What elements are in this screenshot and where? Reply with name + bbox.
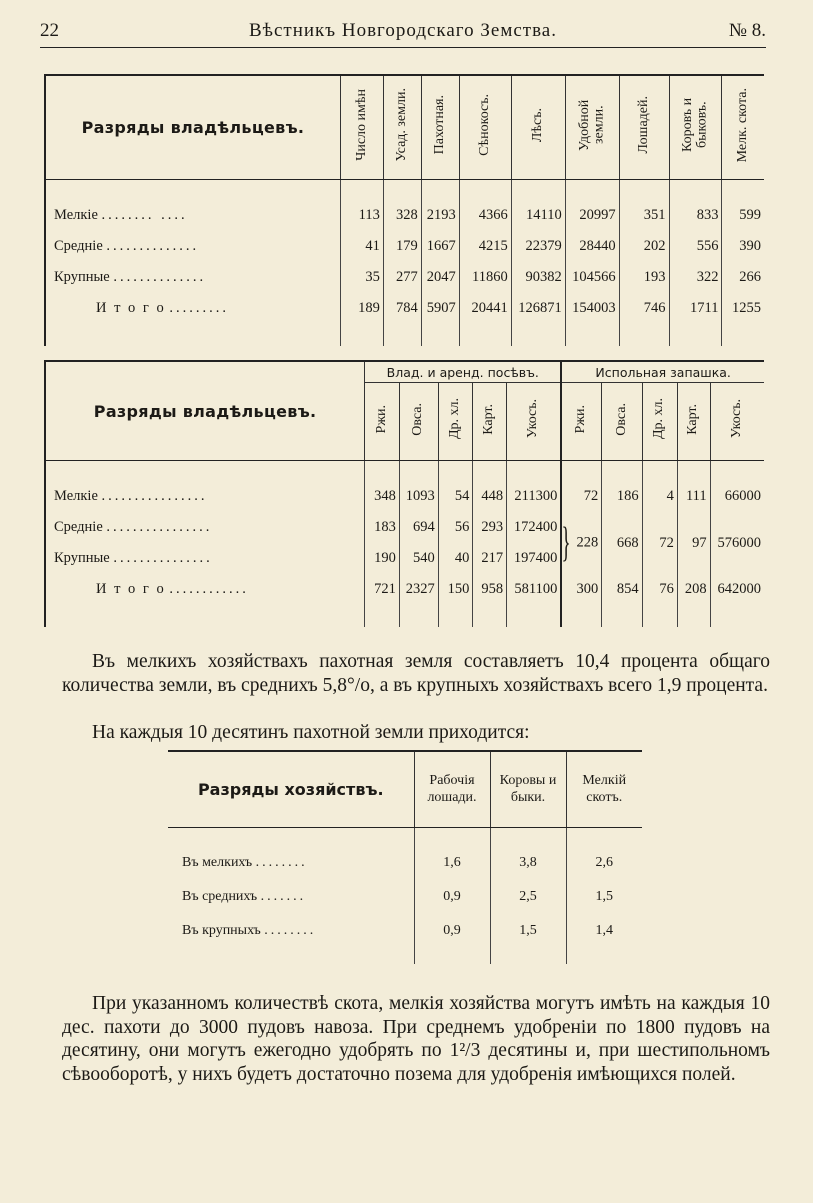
table-row: Въ мелкихъ ........ 1,6 3,8 2,6: [168, 846, 642, 880]
table1-col-2: Пахотная.: [421, 75, 459, 179]
paragraph-1: Въ мелкихъ хозяйствахъ пахотная земля составляетъ 10,4 процента общаго количества земли, въ среднихъ 5,8°/о, а въ крупныхъ хозяйствахъ всего 1,9 процента.: [62, 651, 770, 696]
table2-col-8: Карт.: [677, 383, 710, 461]
table2-group-own: Влад. и аренд. посѣвъ.: [365, 361, 562, 383]
journal-title: Вѣстникъ Новгородскаго Земства.: [249, 20, 557, 41]
table-row: Средніе ................ 183 694 56 293 172400 } 228 668 72 97 576000: [45, 512, 764, 543]
table1-col-5: Удобной земли.: [565, 75, 619, 179]
table1-col-7: Коровъ и быковъ.: [669, 75, 722, 179]
table2-col-1: Овса.: [399, 383, 438, 461]
table-row: Мелкіе ........ .... 113 328 2193 4366 14110 20997 351 833 599: [45, 200, 764, 231]
table1-col-4: Лѣсъ.: [511, 75, 565, 179]
table2-label: Разряды владѣльцевъ.: [45, 361, 365, 461]
table3-label: Разряды хозяйствъ.: [168, 751, 414, 827]
table3-col-2: Мелкій скотъ.: [566, 751, 642, 827]
table-row: Въ среднихъ ....... 0,9 2,5 1,5: [168, 880, 642, 914]
table2-group-share: Испольная запашка.: [561, 361, 764, 383]
table2-col-7: Др. хл.: [642, 383, 677, 461]
table1-col-3: Сѣнокосъ.: [459, 75, 511, 179]
table1-label: Разряды владѣльцевъ.: [45, 75, 340, 179]
table2-col-4: Укосъ.: [507, 383, 562, 461]
table1-col-1: Усад. земли.: [383, 75, 421, 179]
table2-col-9: Укосъ.: [710, 383, 764, 461]
table2-col-2: Др. хл.: [438, 383, 473, 461]
table-row: Средніе .............. 41 179 1667 4215 22379 28440 202 556 390: [45, 231, 764, 262]
table-row-total: И т о г о ............ 721 2327 150 958 581100 300 854 76 208 642000: [45, 574, 764, 605]
livestock-per-10-table: [168, 750, 642, 964]
table2-col-6: Овса.: [602, 383, 642, 461]
table-row: Крупные .............. 35 277 2047 11860 90382 104566 193 322 266: [45, 262, 764, 293]
paragraph-3: При указанномъ количествѣ скота, мелкія хозяйства могутъ имѣть на каждыя 10 дес. пахоти до 3000 пудовъ навоза. При среднемъ удобреніи по 1800 пудовъ на десятину, они могутъ ежегодно удобрять по 1²/3 десятины и, при шестипольномъ сѣвооборотѣ, у нихъ будетъ достаточно позема для удобренія имѣющихся полей.: [62, 993, 770, 1085]
paragraph-2: На каждыя 10 десятинъ пахотной земли приходится:: [92, 722, 530, 743]
table-row-total: И т о г о ......... 189 784 5907 20441 126871 154003 746 1711 1255: [45, 293, 764, 324]
table-row: Въ крупныхъ ........ 0,9 1,5 1,4: [168, 914, 642, 948]
table1-col-8: Мелк. скота.: [722, 75, 764, 179]
landholding-table: [44, 74, 764, 346]
table-row: Крупные ............... 190 540 40 217 197400: [45, 543, 764, 574]
table2-col-5: Ржи.: [561, 383, 601, 461]
table3-col-1: Коровы и быки.: [490, 751, 566, 827]
merged-cell: } 228: [561, 512, 601, 574]
sowing-table: [44, 360, 764, 627]
table2-col-0: Ржи.: [365, 383, 400, 461]
page-number: 22: [40, 20, 59, 41]
page-header: [40, 20, 766, 46]
table1-col-6: Лошадей.: [619, 75, 669, 179]
table1-col-0: Число имѣн: [340, 75, 383, 179]
header-rule: [40, 47, 766, 48]
table3-col-0: Рабочія лошади.: [414, 751, 490, 827]
table-row: Мелкіе ................ 348 1093 54 448 211300 72 186 4 111 66000: [45, 481, 764, 512]
table2-col-3: Карт.: [473, 383, 507, 461]
issue-number: № 8.: [728, 20, 766, 41]
